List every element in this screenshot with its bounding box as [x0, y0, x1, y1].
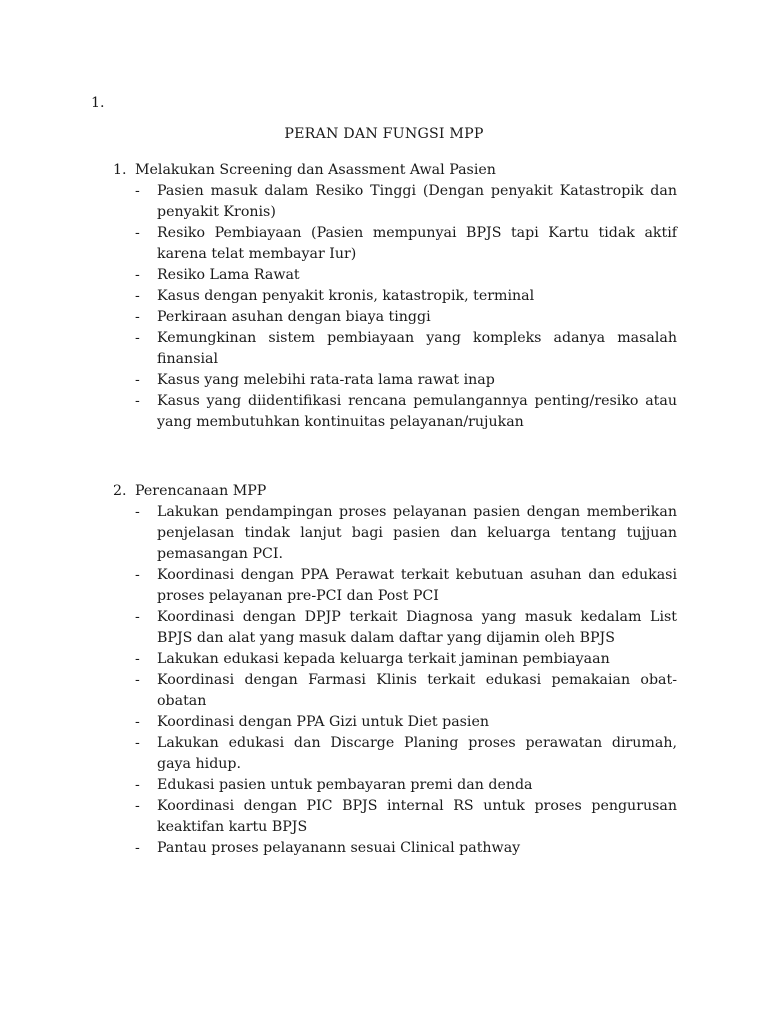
list-item-text: Perkiraan asuhan dengan biaya tinggi: [157, 309, 431, 325]
list-item-text: Koordinasi dengan DPJP terkait Diagnosa yang masuk kedalam List BPJS dan alat yang masuk dalam daftar yang dijamin oleh BPJS: [157, 609, 677, 646]
section-title: Perencanaan MPP: [135, 483, 267, 499]
dash-bullet: -: [135, 309, 140, 325]
list-item-text: Kasus yang melebihi rata-rata lama rawat inap: [157, 372, 495, 388]
list-item: [113, 502, 683, 565]
list-item: [113, 565, 683, 607]
dash-bullet: -: [135, 372, 140, 388]
section-number: 1.: [113, 162, 127, 178]
list-item-text: Lakukan edukasi kepada keluarga terkait jaminan pembiayaan: [157, 651, 610, 667]
dash-bullet: -: [135, 672, 140, 688]
list-item: [113, 307, 683, 328]
list-item: [113, 223, 683, 265]
list-item-text: Lakukan edukasi dan Discarge Planing proses perawatan dirumah, gaya hidup.: [157, 735, 677, 772]
bullet-list: [113, 502, 683, 859]
list-item: [113, 796, 683, 838]
list-item-text: Resiko Lama Rawat: [157, 267, 300, 283]
list-item-text: Pasien masuk dalam Resiko Tinggi (Dengan penyakit Katastropik dan penyakit Kronis): [157, 183, 677, 220]
section-perencanaan: [113, 481, 683, 859]
list-item-text: Kasus yang diidentifikasi rencana pemulangannya penting/resiko atau yang membutuhkan kontinuitas pelayanan/rujukan: [157, 393, 677, 430]
dash-bullet: -: [135, 777, 140, 793]
list-item: [113, 733, 683, 775]
dash-bullet: -: [135, 567, 140, 583]
list-item-text: Kemungkinan sistem pembiayaan yang kompleks adanya masalah finansial: [157, 330, 677, 367]
list-item: [113, 265, 683, 286]
list-item: [113, 286, 683, 307]
list-item: [113, 391, 683, 433]
list-item-text: Kasus dengan penyakit kronis, katastropik, terminal: [157, 288, 535, 304]
dash-bullet: -: [135, 288, 140, 304]
list-item-text: Koordinasi dengan PIC BPJS internal RS untuk proses pengurusan keaktifan kartu BPJS: [157, 798, 677, 835]
list-item-text: Resiko Pembiayaan (Pasien mempunyai BPJS tapi Kartu tidak aktif karena telat membayar Iur): [157, 225, 677, 262]
list-item: [113, 775, 683, 796]
dash-bullet: -: [135, 609, 140, 625]
dash-bullet: -: [135, 183, 140, 199]
dash-bullet: -: [135, 330, 140, 346]
dash-bullet: -: [135, 714, 140, 730]
list-item-text: Koordinasi dengan Farmasi Klinis terkait edukasi pemakaian obat-obatan: [157, 672, 677, 709]
list-item: [113, 370, 683, 391]
list-item-text: Koordinasi dengan PPA Gizi untuk Diet pasien: [157, 714, 489, 730]
section-heading: [113, 160, 683, 181]
list-item-text: Lakukan pendampingan proses pelayanan pasien dengan memberikan penjelasan tindak lanjut bagi pasien dan keluarga tentang tujjuan pemasangan PCI.: [157, 504, 677, 562]
list-item: [113, 712, 683, 733]
section-title: Melakukan Screening dan Asassment Awal Pasien: [135, 162, 496, 178]
list-item: [113, 649, 683, 670]
list-item-text: Edukasi pasien untuk pembayaran premi dan denda: [157, 777, 533, 793]
dash-bullet: -: [135, 651, 140, 667]
list-item-text: Pantau proses pelayanann sesuai Clinical pathway: [157, 840, 521, 856]
list-item: [113, 670, 683, 712]
list-item-text: Koordinasi dengan PPA Perawat terkait kebutuan asuhan dan edukasi proses pelayanan pre-PCI dan Post PCI: [157, 567, 677, 604]
dash-bullet: -: [135, 225, 140, 241]
top-list-number: 1.: [91, 95, 105, 111]
list-item: [113, 181, 683, 223]
bullet-list: [113, 181, 683, 433]
dash-bullet: -: [135, 840, 140, 856]
section-screening: [113, 160, 683, 433]
section-number: 2.: [113, 483, 127, 499]
section-heading: [113, 481, 683, 502]
dash-bullet: -: [135, 267, 140, 283]
dash-bullet: -: [135, 798, 140, 814]
document-title: PERAN DAN FUNGSI MPP: [284, 126, 484, 142]
dash-bullet: -: [135, 735, 140, 751]
list-item: [113, 607, 683, 649]
list-item: [113, 328, 683, 370]
dash-bullet: -: [135, 393, 140, 409]
dash-bullet: -: [135, 504, 140, 520]
list-item: [113, 838, 683, 859]
